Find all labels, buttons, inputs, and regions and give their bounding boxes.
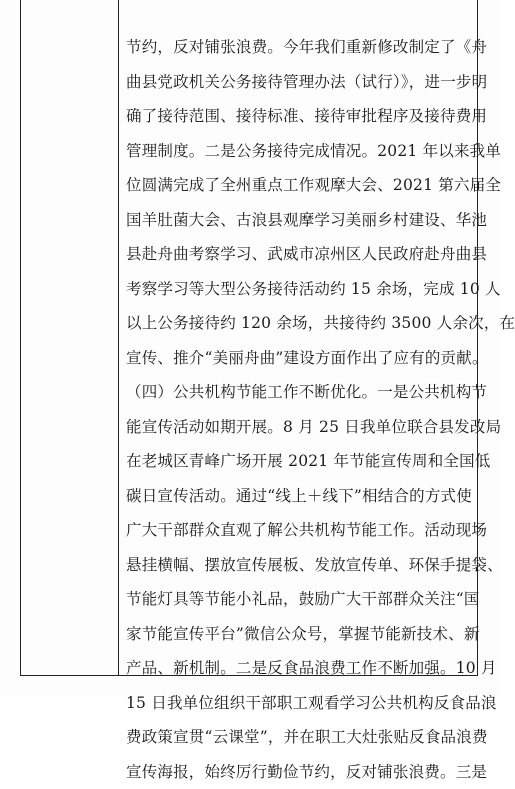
- text-line: 考察学习等大型公务接待活动约 15 余场，完成 10 人: [126, 272, 470, 307]
- text-line: 碳日宣传活动。通过“线上＋线下”相结合的方式使: [126, 479, 470, 514]
- left-empty-cell: [20, 0, 118, 676]
- text-line: 宣传海报，始终厉行勤俭节约，反对铺张浪费。三是: [126, 755, 470, 789]
- text-line: 确了接待范围、接待标准、接待审批程序及接待费用: [126, 99, 470, 134]
- text-line: 县赴舟曲考察学习、武威市凉州区人民政府赴舟曲县: [126, 237, 470, 272]
- column-divider: [118, 0, 119, 676]
- text-line: 以上公务接待约 120 余场，共接待约 3500 人余次，在: [126, 306, 470, 341]
- text-line: 15 日我单位组织干部职工观看学习公共机构反食品浪: [126, 686, 470, 721]
- text-line: 在老城区青峰广场开展 2021 年节能宣传周和全国低: [126, 444, 470, 479]
- text-line: 产品、新机制。二是反食品浪费工作不断加强。10 月: [126, 651, 470, 686]
- text-line: 费政策宣贯“云课堂”，并在职工大灶张贴反食品浪费: [126, 720, 470, 755]
- text-line: 悬挂横幅、摆放宣传展板、发放宣传单、环保手提袋、: [126, 548, 470, 583]
- text-line: 家节能宣传平台”微信公众号，掌握节能新技术、新: [126, 617, 470, 652]
- body-text: [126, 30, 470, 789]
- text-line: 国羊肚菌大会、古浪县观摩学习美丽乡村建设、华池: [126, 203, 470, 238]
- text-line: 能宣传活动如期开展。8 月 25 日我单位联合县发改局: [126, 410, 470, 445]
- text-line: 曲县党政机关公务接待管理办法（试行）》，进一步明: [126, 65, 470, 100]
- text-line: 宣传、推介“美丽舟曲”建设方面作出了应有的贡献。: [126, 341, 470, 376]
- text-line: 管理制度。二是公务接待完成情况。2021 年以来我单: [126, 134, 470, 169]
- text-line: （四）公共机构节能工作不断优化。一是公共机构节: [126, 375, 470, 410]
- text-line: 广大干部群众直观了解公共机构节能工作。活动现场: [126, 513, 470, 548]
- text-line: 节约，反对铺张浪费。今年我们重新修改制定了《舟: [126, 30, 470, 65]
- text-line: 节能灯具等节能小礼品，鼓励广大干部群众关注“国: [126, 582, 470, 617]
- text-line: 位圆满完成了全州重点工作观摩大会、2021 第六届全: [126, 168, 470, 203]
